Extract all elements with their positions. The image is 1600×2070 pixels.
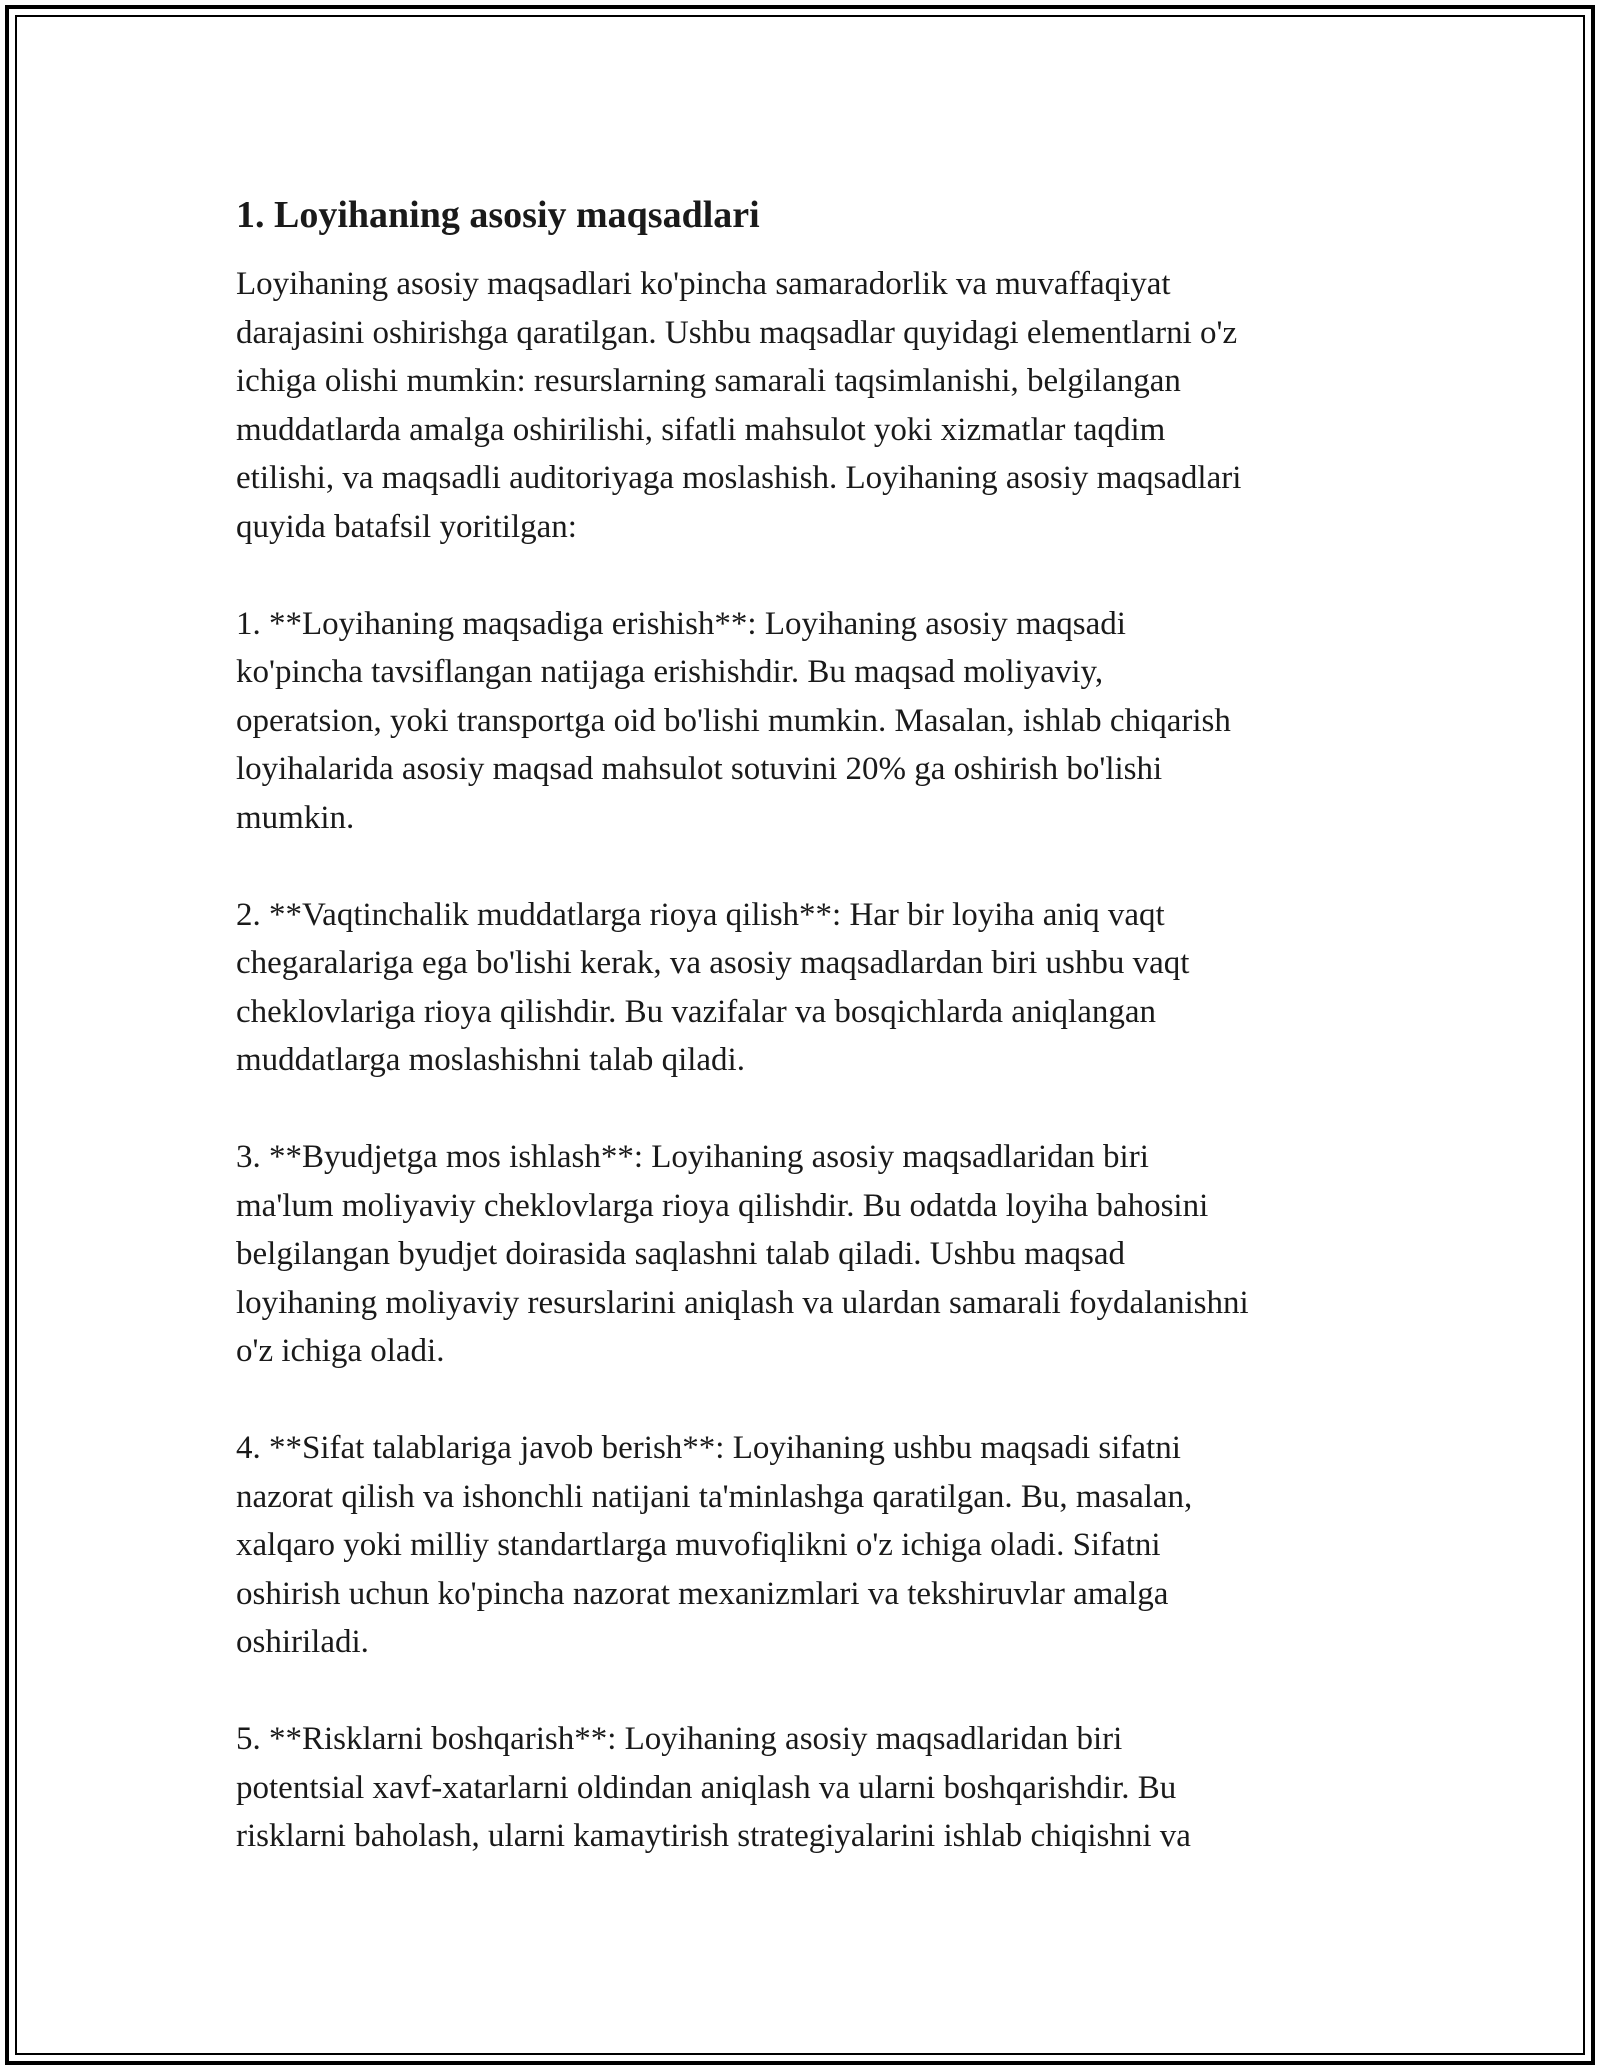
text-line: oshiriladi. — [236, 1624, 369, 1660]
text-line: mumkin. — [236, 799, 355, 836]
text-line: nazorat qilish va ishonchli natijani ta'minlashga qaratilgan. Bu, masalan, — [236, 1478, 1193, 1515]
section-heading: 1. Loyihaning asosiy maqsadlari — [236, 194, 760, 236]
text-line: 5. **Risklarni boshqarish**: Loyihaning asosiy maqsadlaridan biri — [236, 1721, 1123, 1757]
document-page — [236, 188, 1386, 1861]
text-line: muddatlarga moslashishni talab qiladi. — [236, 1042, 745, 1078]
text-line: 3. **Byudjetga mos ishlash**: Loyihaning asosiy maqsadlaridan biri — [236, 1139, 1149, 1175]
text-line: o'z ichiga oladi. — [236, 1333, 445, 1369]
text-line: ichiga olishi mumkin: resurslarning samarali taqsimlanishi, belgilangan — [236, 363, 1181, 399]
text-line: 1. **Loyihaning maqsadiga erishish**: Loyihaning asosiy maqsadi — [236, 605, 1126, 642]
text-line: potentsial xavf-xatarlarni oldindan aniqlash va ularni boshqarishdir. Bu — [236, 1769, 1177, 1806]
text-line: muddatlarda amalga oshirilishi, sifatli mahsulot yoki xizmatlar taqdim — [236, 411, 1166, 448]
text-line: loyihalarida asosiy maqsad mahsulot sotuvini 20% ga oshirish bo'lishi — [236, 751, 1163, 787]
goal-paragraph-4 — [236, 1424, 1386, 1667]
text-line: 4. **Sifat talablariga javob berish**: Loyihaning ushbu maqsadi sifatni — [236, 1430, 1181, 1466]
text-line: Loyihaning asosiy maqsadlari ko'pincha samaradorlik va muvaffaqiyat — [236, 266, 1171, 302]
text-line: xalqaro yoki milliy standartlarga muvofiqlikni o'z ichiga oladi. Sifatni — [236, 1527, 1161, 1563]
text-line: ko'pincha tavsiflangan natijaga erishishdir. Bu maqsad moliyaviy, — [236, 654, 1104, 690]
text-line: etilishi, va maqsadli auditoriyaga moslashish. Loyihaning asosiy maqsadlari — [236, 460, 1242, 496]
text-line: darajasini oshirishga qaratilgan. Ushbu maqsadlar quyidagi elementlarni o'z — [236, 314, 1238, 351]
text-line: loyihaning moliyaviy resurslarini aniqlash va ulardan samarali foydalanishni — [236, 1284, 1249, 1321]
goal-paragraph-5 — [236, 1715, 1386, 1861]
text-line: oshirish uchun ko'pincha nazorat mexanizmlari va tekshiruvlar amalga — [236, 1575, 1169, 1612]
goal-paragraph-3 — [236, 1133, 1386, 1376]
text-line: cheklovlariga rioya qilishdir. Bu vazifalar va bosqichlarda aniqlangan — [236, 993, 1157, 1030]
goal-paragraph-1 — [236, 600, 1386, 843]
text-line: chegaralariga ega bo'lishi kerak, va asosiy maqsadlardan biri ushbu vaqt — [236, 945, 1190, 981]
text-line: quyida batafsil yoritilgan: — [236, 508, 577, 545]
text-line: risklarni baholash, ularni kamaytirish strategiyalarini ishlab chiqishni va — [236, 1818, 1191, 1854]
goal-paragraph-2 — [236, 891, 1386, 1085]
text-line: ma'lum moliyaviy cheklovlarga rioya qilishdir. Bu odatda loyiha bahosini — [236, 1187, 1209, 1224]
text-line: operatsion, yoki transportga oid bo'lishi mumkin. Masalan, ishlab chiqarish — [236, 702, 1231, 739]
text-line: 2. **Vaqtinchalik muddatlarga rioya qilish**: Har bir loyiha aniq vaqt — [236, 896, 1165, 933]
text-line: belgilangan byudjet doirasida saqlashni talab qiladi. Ushbu maqsad — [236, 1236, 1125, 1272]
intro-paragraph — [236, 260, 1386, 551]
